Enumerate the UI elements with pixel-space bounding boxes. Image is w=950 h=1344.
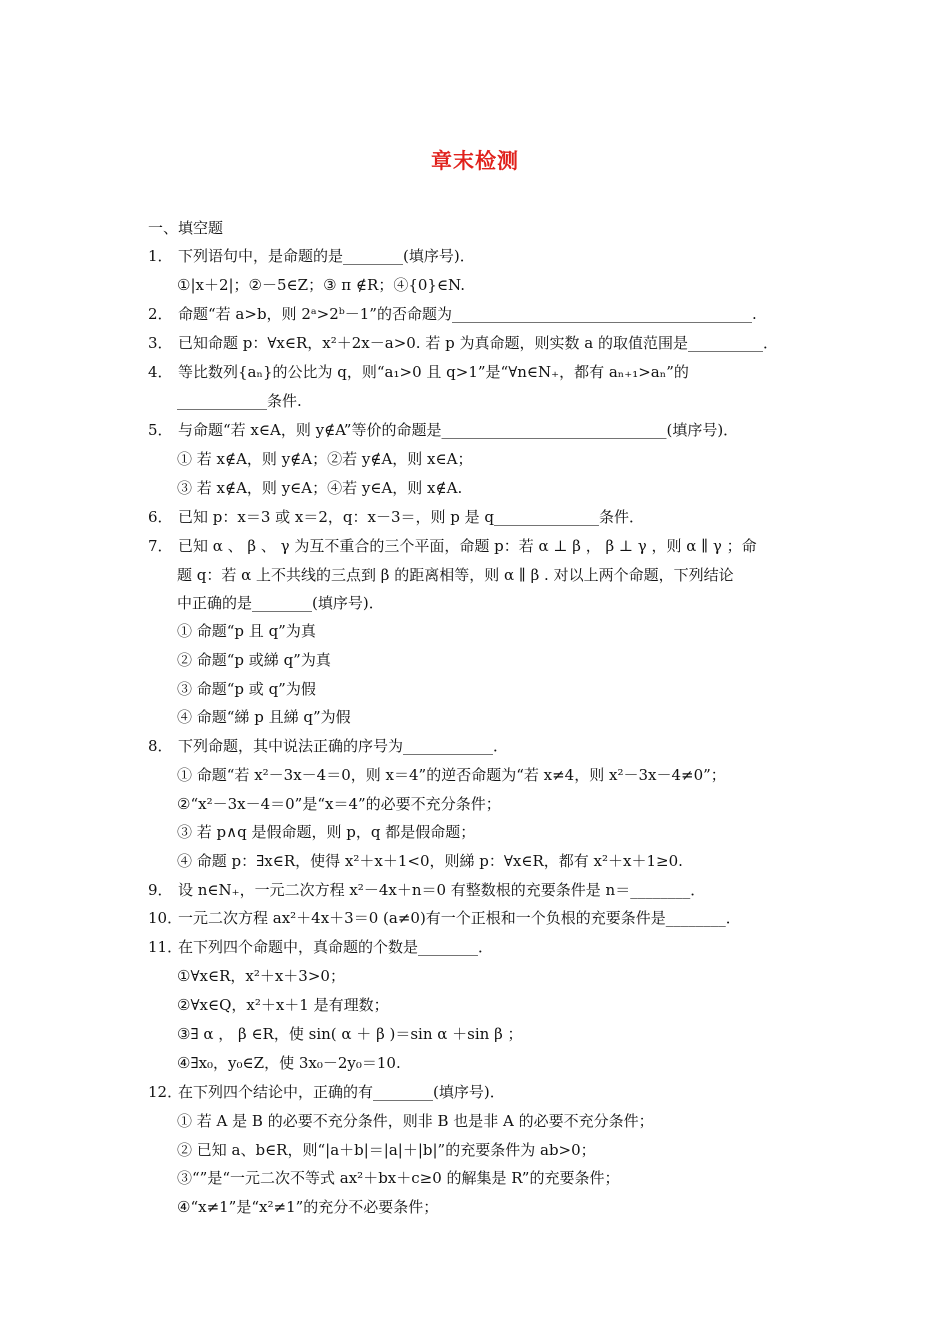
question-subline [177, 275, 465, 295]
question-subline [177, 478, 462, 498]
question-line [148, 362, 689, 382]
question-text: 一元二次方程 ax²＋4x＋3＝0 (a≠0)有一个正根和一个负根的充要条件是________． [178, 909, 741, 927]
question-subline [177, 1197, 438, 1217]
question-number: 7． [148, 537, 173, 555]
question-subline [177, 1111, 654, 1131]
question-subline [177, 565, 734, 585]
question-subline [177, 822, 475, 842]
question-subline [177, 1140, 596, 1160]
question-line [148, 937, 493, 957]
question-text: ④“x≠1”是“x²≠1”的充分不必要条件； [177, 1198, 439, 1216]
question-subline [177, 621, 316, 641]
question-number: 1． [148, 247, 173, 265]
question-number: 6． [148, 508, 173, 526]
question-text: ②“x²－3x－4＝0”是“x＝4”的必要不充分条件； [177, 795, 501, 813]
question-text: ③ 若 p∧q 是假命题，则 p，q 都是假命题； [177, 823, 476, 841]
question-text: 设 n∈N₊，一元二次方程 x²－4x＋n＝0 有整数根的充要条件是 n＝________． [178, 881, 706, 899]
question-line [148, 908, 741, 928]
question-subline [177, 679, 316, 699]
question-text: ____________条件. [177, 392, 302, 410]
question-text: ② 命题“p 或綈 q”为真 [177, 651, 331, 669]
question-number: 8． [148, 737, 173, 755]
question-text: 中正确的是________(填序号)． [177, 594, 384, 612]
question-text: ④ 命题 p：∃x∈R，使得 x²＋x＋1<0，则綈 p：∀x∈R，都有 x²＋x＋1≥0. [177, 852, 683, 870]
question-text: 下列命题，其中说法正确的序号为____________． [178, 737, 509, 755]
question-text: 已知 α 、 β 、 γ 为互不重合的三个平面，命题 p：若 α ⊥ β ， β ⊥ γ ，则 α ∥ γ ；命 [178, 537, 757, 555]
question-subline [177, 707, 351, 727]
question-subline [177, 391, 302, 411]
question-subline [177, 1053, 401, 1073]
question-text: ②∀x∈Q，x²＋x＋1 是有理数； [177, 996, 389, 1014]
question-line [148, 333, 778, 353]
question-text: ③ 若 x∉A，则 y∈A；④若 y∈A，则 x∉A. [177, 479, 463, 497]
question-text: ① 若 x∉A，则 y∉A；②若 y∉A，则 x∈A； [177, 450, 473, 468]
question-number: 11． [148, 938, 183, 956]
section-heading: 一、填空题 [148, 219, 224, 237]
question-text: 在下列四个命题中，真命题的个数是________． [178, 938, 494, 956]
question-line [148, 536, 757, 556]
question-text: ①∀x∈R，x²＋x＋3>0； [177, 967, 345, 985]
question-subline [177, 995, 389, 1015]
question-subline [177, 1168, 619, 1188]
question-subline [177, 966, 345, 986]
question-text: ④ 命题“綈 p 且綈 q”为假 [177, 708, 351, 726]
question-subline [177, 794, 501, 814]
question-text: ①|x＋2|；②－5∈Z；③ π ∉R；④{0}∈N. [177, 276, 465, 294]
question-text: 下列语句中，是命题的是________(填序号)． [178, 247, 475, 265]
question-text: ① 命题“p 且 q”为真 [177, 622, 316, 640]
question-text: 已知 p：x＝3 或 x＝2，q：x－3＝，则 p 是 q______________条件． [178, 508, 645, 526]
question-subline [177, 851, 683, 871]
question-text: 已知命题 p：∀x∈R，x²＋2x－a>0. 若 p 为真命题，则实数 a 的取值范围是__________． [178, 334, 778, 352]
question-line [148, 507, 644, 527]
question-text: 与命题“若 x∈A，则 y∉A”等价的命题是______________________________(填序号)． [178, 421, 739, 439]
question-line [148, 420, 738, 440]
question-line [148, 246, 475, 266]
question-text: ③ 命题“p 或 q”为假 [177, 680, 316, 698]
question-number: 3． [148, 334, 173, 352]
question-number: 2． [148, 305, 173, 323]
question-text: ② 已知 a、b∈R，则“|a＋b|＝|a|＋|b|”的充要条件为 ab>0； [177, 1141, 596, 1159]
question-number: 5． [148, 421, 173, 439]
question-line [148, 736, 508, 756]
question-line [148, 304, 757, 324]
question-number: 9． [148, 881, 173, 899]
question-number: 10． [148, 909, 183, 927]
question-text: ③“”是“一元二次不等式 ax²＋bx＋c≥0 的解集是 R”的充要条件； [177, 1169, 620, 1187]
question-subline [177, 593, 384, 613]
question-text: 题 q：若 α 上不共线的三点到 β 的距离相等，则 α ∥ β . 对以上两个命题，下列结论 [177, 566, 734, 584]
question-text: ④∃x₀，y₀∈Z，使 3x₀－2y₀＝10. [177, 1054, 401, 1072]
question-subline [177, 449, 472, 469]
question-text: ③∃ α ， β ∈R，使 sin( α ＋ β )＝sin α ＋sin β ； [177, 1025, 523, 1043]
question-line [148, 880, 705, 900]
question-subline [177, 1024, 523, 1044]
page-title: 章末检测 [431, 149, 519, 173]
question-text: 命题“若 a>b，则 2ᵃ>2ᵇ－1”的否命题为________________________________________. [178, 305, 757, 323]
question-text: ① 命题“若 x²－3x－4＝0，则 x＝4”的逆否命题为“若 x≠4，则 x²－3x－4≠0”； [177, 766, 726, 784]
question-number: 4． [148, 363, 173, 381]
question-text: ① 若 A 是 B 的必要不充分条件，则非 B 也是非 A 的必要不充分条件； [177, 1112, 654, 1130]
question-subline [177, 765, 726, 785]
question-subline [177, 650, 331, 670]
question-text: 等比数列{aₙ}的公比为 q，则“a₁>0 且 q>1”是“∀n∈N₊，都有 aₙ₊₁>aₙ”的 [178, 363, 689, 381]
question-number: 12． [148, 1083, 183, 1101]
question-line [148, 1082, 505, 1102]
question-text: 在下列四个结论中，正确的有________(填序号)． [178, 1083, 505, 1101]
